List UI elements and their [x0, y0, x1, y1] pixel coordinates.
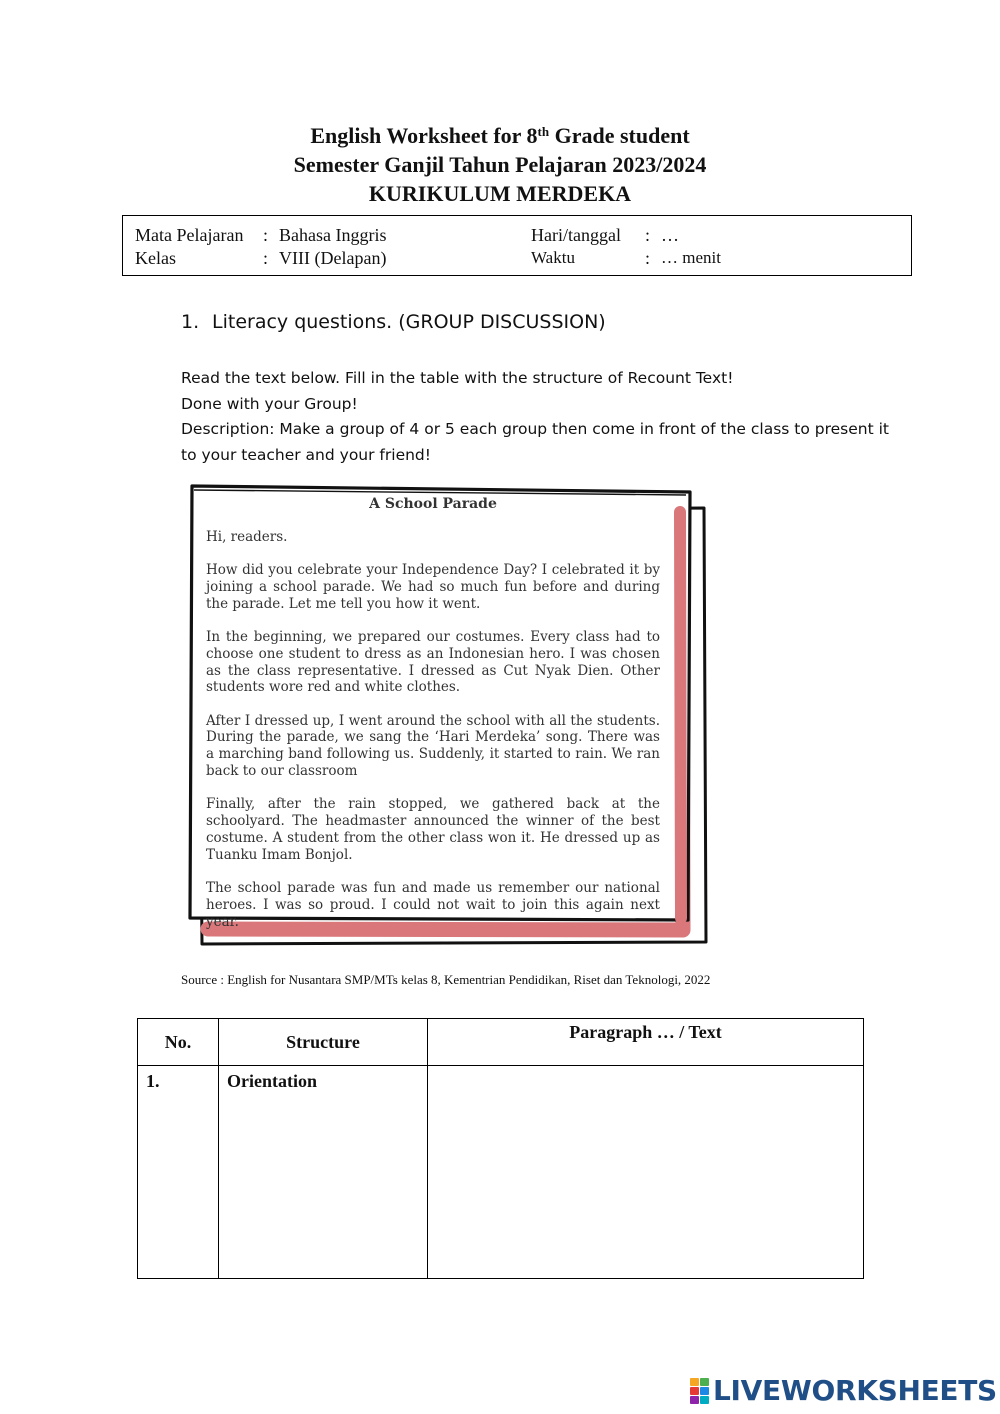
section-title-text: Literacy questions. (GROUP DISCUSSION) [212, 311, 606, 333]
logo-tile [700, 1378, 709, 1386]
row-structure: Orientation [219, 1066, 428, 1279]
brand-name: LIVEWORKSHEETS [713, 1374, 997, 1407]
section-number: 1. [181, 311, 200, 333]
logo-tile [700, 1387, 709, 1395]
table-row [138, 1066, 864, 1279]
info-box [122, 215, 912, 276]
instruction-line: Description: Make a group of 4 or 5 each group then come in front of the class to present it to your teacher and your friend! [181, 420, 889, 464]
passage-paragraph: Finally, after the rain stopped, we gathered back at the schoolyard. The headmaster announced the winner of the best costume. A student from the other class won it. He dressed up as Tuanku Imam Bonjol. [206, 796, 660, 863]
passage-paragraph: After I dressed up, I went around the school with all the students. During the parade, we sang the ‘Hari Merdeka’ song. There was a marching band following us. Suddenly, it started to rain. We ran back to our classroom [206, 712, 660, 780]
table-header-row [138, 1019, 864, 1066]
time-value: … menit [661, 248, 721, 267]
class-value: VIII (Delapan) [279, 248, 387, 268]
header-no: No. [138, 1019, 219, 1066]
logo-tile [690, 1387, 699, 1395]
subject-label: Mata Pelajaran [135, 225, 244, 245]
header-structure: Structure [219, 1019, 428, 1066]
logo-tile [690, 1378, 699, 1386]
subject-colon: : [263, 225, 269, 245]
passage-title: A School Parade [369, 496, 497, 512]
header-line-3: KURIKULUM MERDEKA [368, 181, 632, 206]
header-paragraph: Paragraph … / Text [428, 1019, 864, 1066]
class-colon: : [263, 248, 269, 268]
passage-paragraph: The school parade was fun and made us remember our national heroes. I was so proud. I could not wait to join this again next year. [206, 880, 660, 930]
logo-tile [690, 1396, 699, 1404]
row-number: 1. [138, 1066, 219, 1279]
instruction-line: Read the text below. Fill in the table with the structure of Recount Text! [181, 369, 734, 387]
passage-paragraph: How did you celebrate your Independence Day? I celebrated it by joining a school parade. We had so much fun before and during the parade. Let me tell you how it went. [206, 562, 660, 612]
instruction-line: Done with your Group! [181, 394, 358, 413]
logo-tile [700, 1396, 709, 1404]
liveworksheets-brand [690, 1374, 997, 1407]
day-label: Hari/tanggal [531, 225, 621, 245]
structure-table [137, 1018, 864, 1279]
section-title [181, 309, 606, 335]
reading-passage-frame [186, 482, 710, 948]
worksheet-header [0, 121, 1000, 208]
day-value: … [661, 225, 679, 245]
time-label: Waktu [531, 248, 575, 267]
source-citation: Source : English for Nusantara SMP/MTs kelas 8, Kementrian Pendidikan, Riset dan Teknologi, 2022 [181, 972, 711, 987]
passage-paragraph: In the beginning, we prepared our costumes. Every class had to choose one student to dress as an Indonesian hero. I was chosen as the class representative. I dressed as Cut Nyak Dien. Other students wore red and white clothes. [206, 628, 660, 696]
subject-value: Bahasa Inggris [279, 225, 387, 245]
class-label: Kelas [135, 248, 176, 268]
header-line-1: English Worksheet for 8th Grade student [310, 123, 690, 148]
instructions [181, 366, 901, 468]
red-marker-inner [680, 512, 681, 918]
passage-text [206, 496, 660, 947]
liveworksheets-logo-icon [690, 1378, 709, 1404]
passage-paragraph: Hi, readers. [206, 528, 288, 545]
day-colon: : [645, 225, 651, 245]
time-colon: : [645, 248, 651, 268]
header-line-2: Semester Ganjil Tahun Pelajaran 2023/2024 [293, 152, 707, 177]
row-answer-cell[interactable] [428, 1066, 864, 1279]
